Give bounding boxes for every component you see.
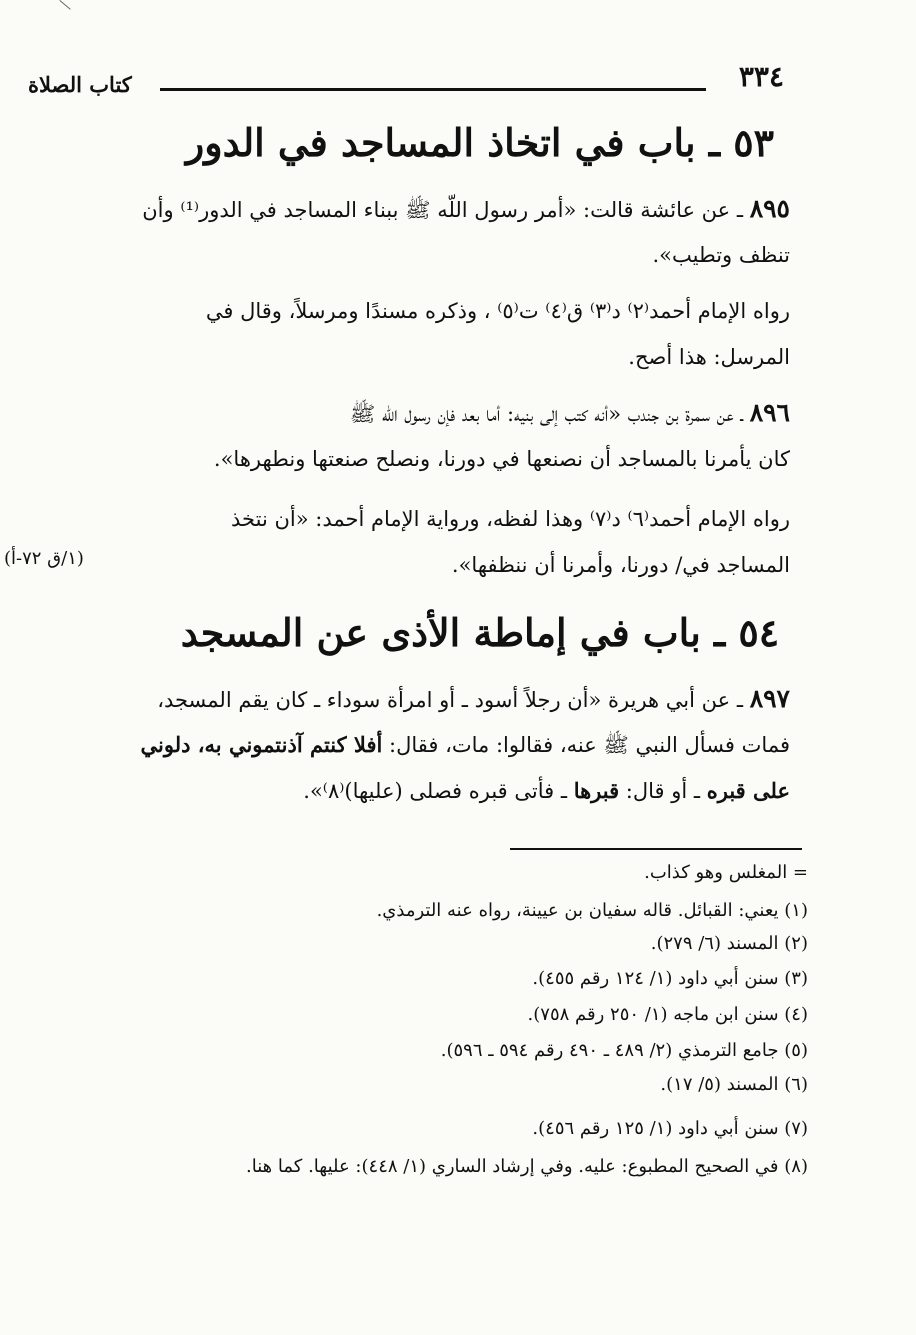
footnote-5: (٥) جامع الترمذي (٢/ ٤٨٩ ـ ٤٩٠ رقم ٥٩٤ ـ ٥٩٦). [440,1040,808,1061]
corner-scan-mark [50,0,70,20]
hadith-text: ـ عن عائشة قالت: «أمر رسول اللّه ﷺ ببناء المساجد في الدور⁽¹⁾ وأن [142,198,744,222]
hadith-897-line-2 [110,722,790,768]
hadith-text: فمات فسأل النبي ﷺ عنه، فقالوا: مات، فقال: [382,733,790,757]
footnote-1: (١) يعني: القبائل. قاله سفيان بن عيينة، رواه عنه الترمذي. [376,900,808,921]
hadith-896-line-1 [110,390,790,437]
hadith-897-line-3 [110,768,790,814]
hadith-895-line-2: تنظف وتطيب». [652,243,790,267]
chapter-heading-54: ٥٤ ـ باب في إماطة الأذى عن المسجد [180,610,780,655]
footnote-3: (٣) سنن أبي داود (١/ ١٢٤ رقم ٤٥٥). [532,968,808,989]
reference-895-line-2: المرسل: هذا أصح. [628,345,790,369]
header-rule [160,88,706,91]
footnote-7: (٧) سنن أبي داود (١/ ١٢٥ رقم ٤٥٦). [532,1118,808,1139]
hadith-text: ـ فأتى قبره فصلى (عليها)⁽٨⁾». [303,779,574,803]
footnote-rule [510,848,802,850]
reference-896-line-2: المساجد في/ دورنا، وأمرنا أن ننظفها». [451,553,790,577]
footnote-2: (٢) المسند (٦/ ٢٧٩). [650,933,808,954]
hadith-quote-bold: على قبره [706,778,790,803]
manuscript-margin-note: (١/ق ٧٢-أ) [4,548,84,569]
hadith-number: ٨٩٥ [749,194,790,223]
hadith-text: ـ عن سمرة بن جندب «أنه كتب إلى بنيه: أما بعد فإن رسول اللّه ﷺ [349,402,744,426]
hadith-text: ـ أو قال: [619,779,707,803]
hadith-895-line-1 [110,186,790,233]
hadith-text: ـ عن أبي هريرة «أن رجلاً أسود ـ أو امرأة سوداء ـ كان يقم المسجد، [157,688,744,712]
chapter-heading-53: ٥٣ ـ باب في اتخاذ المساجد في الدور [185,120,775,165]
footnote-8: (٨) في الصحيح المطبوع: عليه. وفي إرشاد الساري (١/ ٤٤٨): عليها. كما هنا. [246,1156,808,1177]
hadith-quote-bold: أفلا كنتم آذنتموني به، دلوني [140,732,383,757]
hadith-896-line-2: كان يأمرنا بالمساجد أن نصنعها في دورنا، ونصلح صنعتها ونطهرها». [213,447,790,471]
hadith-quote-bold: قبرها [573,778,620,803]
footnote-4: (٤) سنن ابن ماجه (١/ ٢٥٠ رقم ٧٥٨). [527,1004,808,1025]
hadith-number: ٨٩٧ [749,684,790,713]
page-number: ٣٣٤ [738,60,784,93]
footnote-continuation: = المغلس وهو كذاب. [644,862,808,883]
hadith-897-line-1 [110,676,790,723]
reference-896-line-1: رواه الإمام أحمد⁽٦⁾ د⁽٧⁾ وهذا لفظه، ورواية الإمام أحمد: «أن نتخذ [231,507,790,531]
hadith-number: ٨٩٦ [749,398,790,427]
footnote-6: (٦) المسند (٥/ ١٧). [660,1074,808,1095]
reference-895-line-1: رواه الإمام أحمد⁽٢⁾ د⁽٣⁾ ق⁽٤⁾ ت⁽٥⁾ ، وذكره مسندًا ومرسلاً، وقال في [205,299,790,323]
book-title: كتاب الصلاة [28,72,132,97]
